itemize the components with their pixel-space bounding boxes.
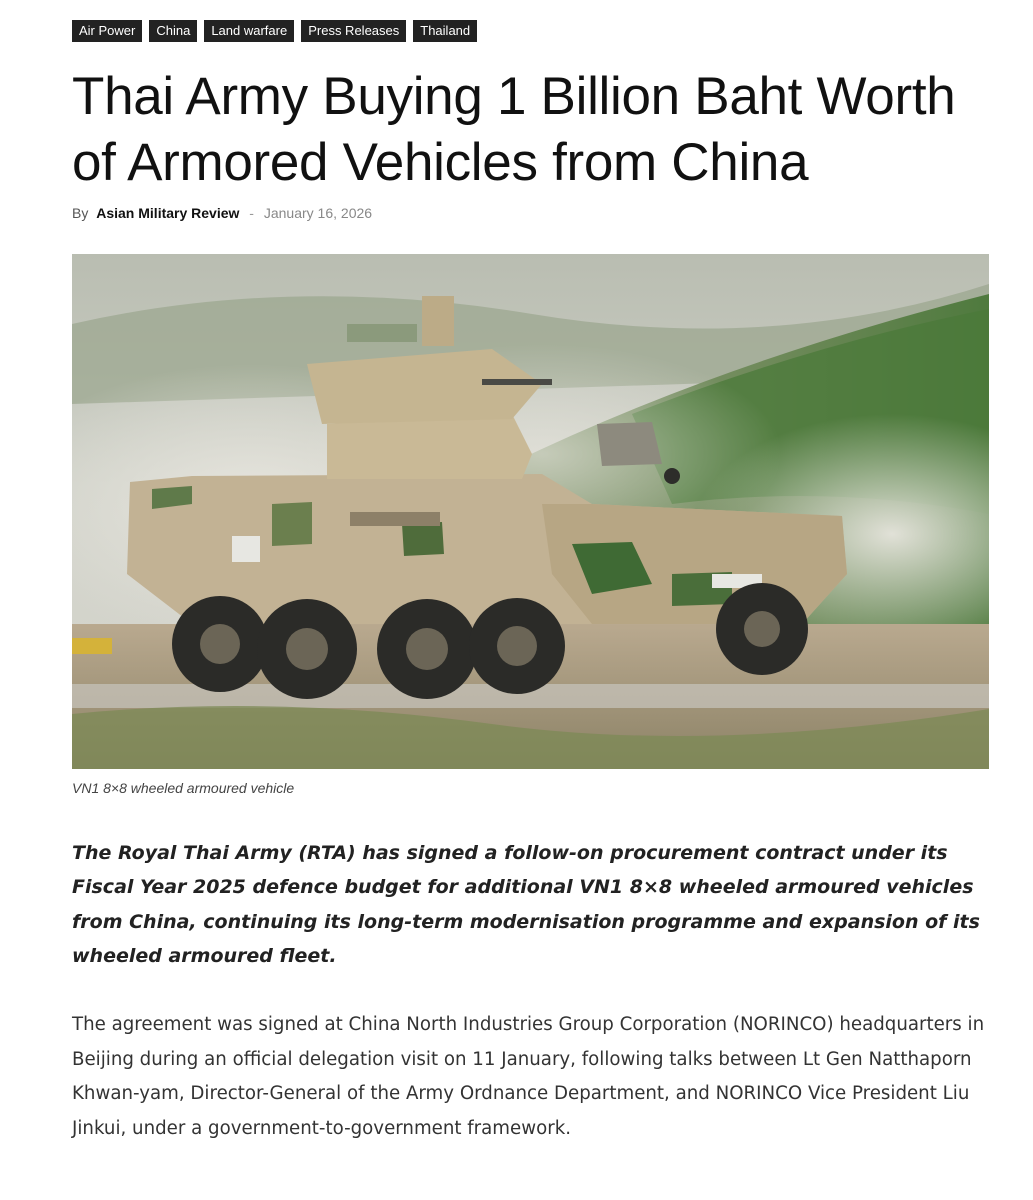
article-meta <box>72 205 372 221</box>
hero-image-armoured-vehicle <box>72 254 989 769</box>
breadcrumb-cutoff <box>72 0 492 4</box>
tag-press-releases[interactable]: Press Releases <box>301 20 406 42</box>
tag-china[interactable]: China <box>149 20 197 42</box>
image-caption: VN1 8×8 wheeled armoured vehicle <box>72 780 295 796</box>
tag-thailand[interactable]: Thailand <box>413 20 477 42</box>
tag-air-power[interactable]: Air Power <box>72 20 142 42</box>
article-lead: The Royal Thai Army (RTA) has signed a follow-on procurement contract under its Fiscal Year 2025 defence budget for additional VN1 8×8 wheeled armoured vehicles from China, continuing its long-term modernisation programme and expansion of its wheeled armoured fleet. <box>72 842 980 967</box>
meta-separator: - <box>249 205 254 221</box>
category-tags <box>72 20 477 42</box>
article-title: Thai Army Buying 1 Billion Baht Worth of Armored Vehicles from China <box>72 67 956 192</box>
publish-date: January 16, 2026 <box>263 205 373 221</box>
tag-land-warfare[interactable]: Land warfare <box>204 20 294 42</box>
article-paragraph: The agreement was signed at China North Industries Group Corporation (NORINCO) headquarters in Beijing during an official delegation visit on 11 January, following talks between Lt Gen Natthaporn Khwan-yam, Director-General of the Army Ordnance Department, and NORINCO Vice President Liu Jinkui, under a government-to-government framework. <box>72 1014 985 1139</box>
by-label: By <box>72 205 89 221</box>
author-link[interactable]: Asian Military Review <box>96 205 240 221</box>
